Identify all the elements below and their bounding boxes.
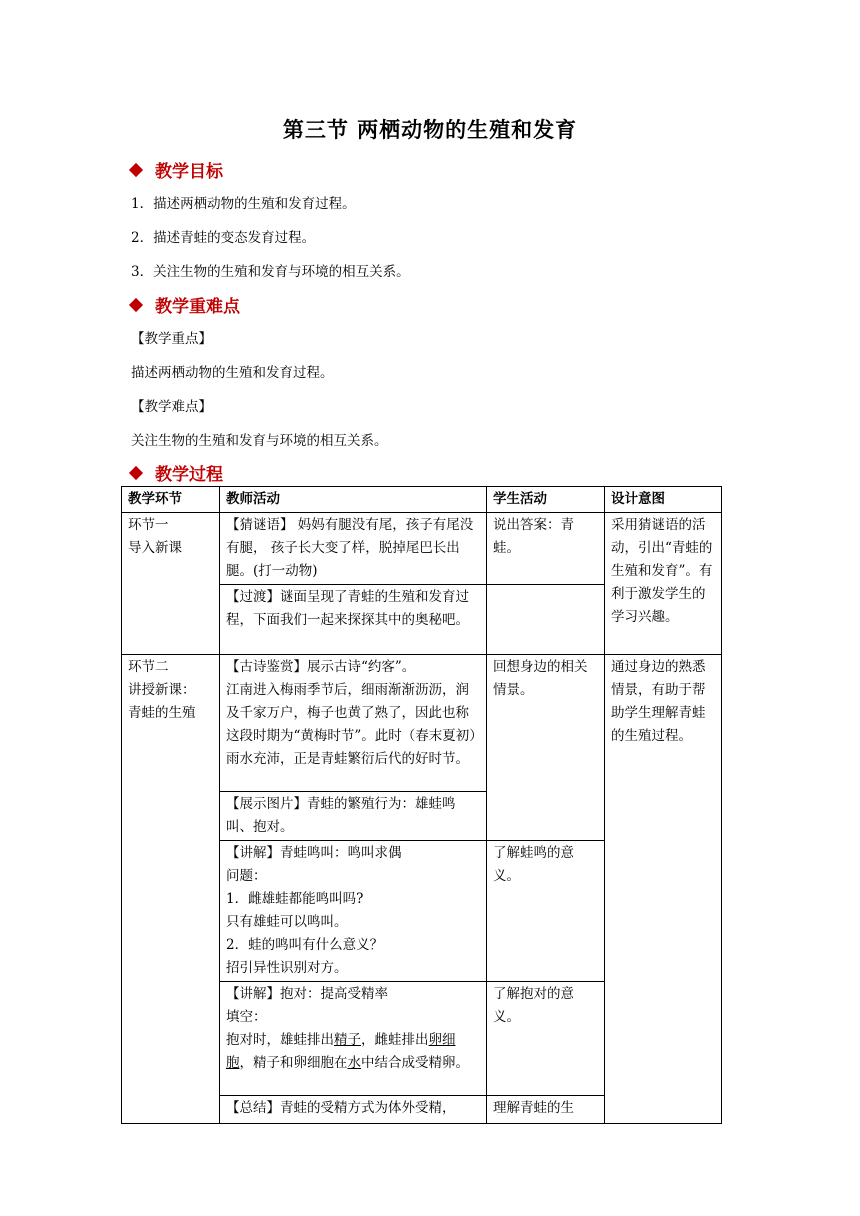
stage1-teacher-riddle: 【猜谜语】 妈妈有腿没有尾，孩子有尾没有腿， 孩子长大变了样，脱掉尾巴长出腿。(打一动物) [220,513,487,585]
stage2-teacher-summary: 【总结】青蛙的受精方式为体外受精， [220,1096,487,1124]
table-row [122,655,722,792]
key-point-label: 【教学重点】 [131,331,212,347]
header-cell-student: 学生活动 [487,487,605,513]
stage1-cell: 环节一 导入新课 [122,513,220,655]
blank-answer: 卵细胞 [226,1032,456,1071]
blank-answer: 精子 [334,1032,361,1048]
stage2-intent: 通过身边的熟悉情景，有助于帮助学生理解青蛙的生殖过程。 [605,655,722,1124]
stage2-student-amplexus: 了解抱对的意义。 [487,982,605,1096]
header-cell-stage: 教学环节 [122,487,220,513]
stage2-teacher-poem: 【古诗鉴赏】展示古诗“约客”。 江南进入梅雨季节后，细雨渐渐沥沥，润及千家万户，梅子也黄了熟了，因此也称这段时期为“黄梅时节”。此时（春末夏初）雨水充沛，正是青蛙繁衍后代的好时节。 [220,655,487,792]
stage2-teacher-amplexus: 【讲解】抱对：提高受精率 填空： 抱对时，雄蛙排出精子，雌蛙排出卵细胞，精子和卵细胞在水中结合成受精卵。 [220,982,487,1096]
section-heading-process: 教学过程 [131,460,223,485]
page-title: 第三节 两栖动物的生殖和发育 [282,117,578,142]
goal-item-1: 1．描述两栖动物的生殖和发育过程。 [131,196,356,212]
fill-in-blank-sentence: 抱对时，雄蛙排出精子，雌蛙排出卵细胞，精子和卵细胞在水中结合成受精卵。 [226,1032,469,1071]
stage2-student-recall: 回想身边的相关情景。 [487,655,605,841]
header-cell-teacher: 教师活动 [220,487,487,513]
diamond-bullet-icon [129,163,143,177]
goal-item-2: 2．描述青蛙的变态发育过程。 [131,230,316,246]
stage2-cell: 环节二 讲授新课： 青蛙的生殖 [122,655,220,1124]
stage1-student-answer: 说出答案：青蛙。 [487,513,605,585]
section-heading-goals: 教学目标 [131,157,223,182]
stage2-teacher-picture: 【展示图片】青蛙的繁殖行为：雄蛙鸣叫、抱对。 [220,792,487,841]
key-point-text: 描述两栖动物的生殖和发育过程。 [131,365,334,381]
diamond-bullet-icon [129,466,143,480]
stage2-student-summary: 理解青蛙的生 [487,1096,605,1124]
stage2-student-call: 了解蛙鸣的意义。 [487,841,605,982]
table-header-row [122,487,722,513]
blank-answer: 水 [347,1055,361,1071]
diamond-bullet-icon [129,298,143,312]
lesson-process-table [121,486,722,1124]
difficult-point-label: 【教学难点】 [131,399,212,415]
stage2-teacher-call: 【讲解】青蛙鸣叫：鸣叫求偶 问题： 1．雌雄蛙都能鸣叫吗? 只有雄蛙可以鸣叫。 2．蛙的鸣叫有什么意义？ 招引异性识别对方。 [220,841,487,982]
table-row [122,513,722,585]
header-cell-intent: 设计意图 [605,487,722,513]
stage1-student-empty [487,585,605,655]
difficult-point-text: 关注生物的生殖和发育与环境的相互关系。 [131,433,388,449]
goal-item-3: 3．关注生物的生殖和发育与环境的相互关系。 [131,264,410,280]
stage1-intent: 采用猜谜语的活动，引出“青蛙的生殖和发育”。有利于激发学生的学习兴趣。 [605,513,722,655]
section-heading-keypoints: 教学重难点 [131,292,240,317]
stage1-teacher-transition: 【过渡】谜面呈现了青蛙的生殖和发育过程，下面我们一起来探探其中的奥秘吧。 [220,585,487,655]
